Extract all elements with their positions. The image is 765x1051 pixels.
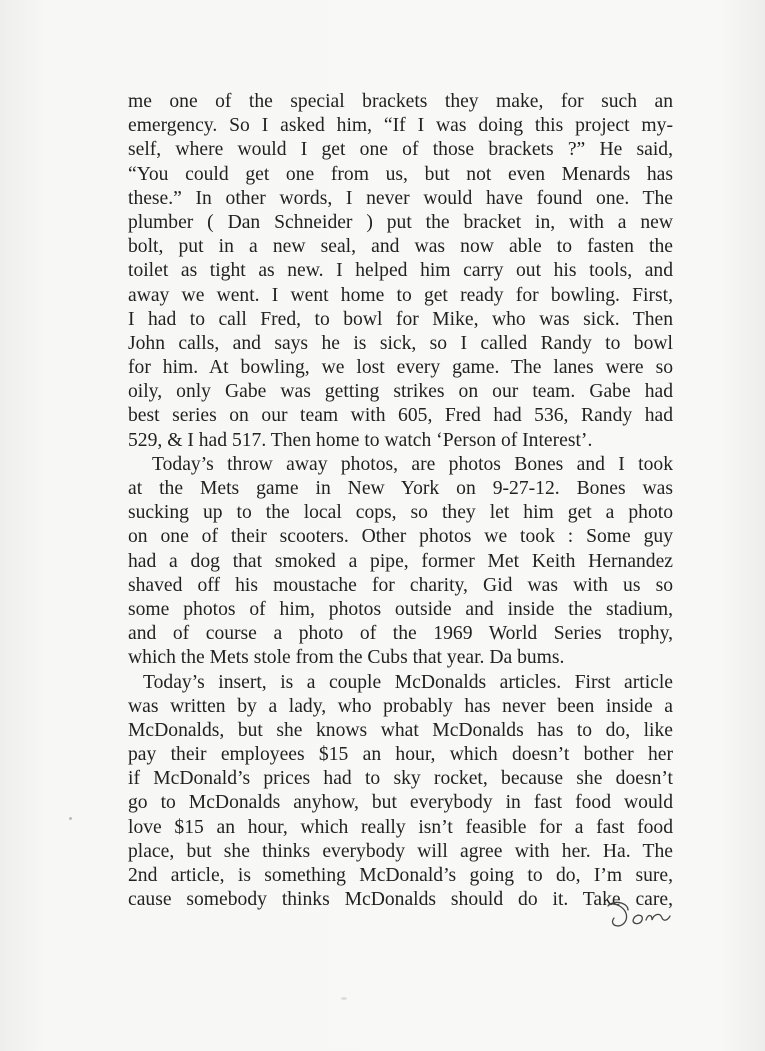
text-line: cause somebody thinks McDonalds should do it. Take care, xyxy=(128,889,673,911)
text-line: was written by a lady, who probably has never been inside a xyxy=(128,695,673,717)
text-line: toilet as tight as new. I helped him carry out his tools, and xyxy=(128,260,673,282)
text-line: pay their employees $15 an hour, which doesn’t bother her xyxy=(128,744,673,766)
text-line: these.” In other words, I never would have found one. The xyxy=(128,187,673,209)
text-line: bolt, put in a new seal, and was now able to fasten the xyxy=(128,236,673,258)
text-line: go to McDonalds anyhow, but everybody in fast food would xyxy=(128,792,673,814)
text-line: oily, only Gabe was getting strikes on our team. Gabe had xyxy=(128,381,673,403)
text-line: away we went. I went home to get ready for bowling. First, xyxy=(128,284,673,306)
text-line: love $15 an hour, which really isn’t feasible for a fast food xyxy=(128,816,673,838)
text-line: plumber ( Dan Schneider ) put the bracket in, with a new xyxy=(128,211,673,233)
text-line: sucking up to the local cops, so they let him get a photo xyxy=(128,502,673,524)
text-line: 529, & I had 517. Then home to watch ‘Person of Interest’. xyxy=(128,429,593,451)
text-line: me one of the special brackets they make, for such an xyxy=(128,91,673,112)
text-line: best series on our team with 605, Fred had 536, Randy had xyxy=(128,405,673,427)
text-line: if McDonald’s prices had to sky rocket, because she doesn’t xyxy=(128,768,673,790)
text-line: place, but she thinks everybody will agree with her. Ha. The xyxy=(128,840,673,862)
text-line: “You could get one from us, but not even Menards has xyxy=(128,163,673,185)
text-line: John calls, and says he is sick, so I called Randy to bowl xyxy=(128,332,673,354)
text-line: Today’s insert, is a couple McDonalds articles. First article xyxy=(143,671,673,693)
letter-body xyxy=(128,90,673,912)
scan-speck xyxy=(69,817,72,820)
handwritten-signature xyxy=(604,896,674,932)
text-line: I had to call Fred, to bowl for Mike, who was sick. Then xyxy=(128,308,673,330)
text-line: shaved off his moustache for charity, Gid was with us so xyxy=(128,574,673,596)
text-line: McDonalds, but she knows what McDonalds has to do, like xyxy=(128,719,673,741)
text-line: which the Mets stole from the Cubs that year. Da bums. xyxy=(128,647,565,669)
text-line: some photos of him, photos outside and inside the stadium, xyxy=(128,598,673,620)
scan-speck xyxy=(341,997,347,1000)
text-line: and of course a photo of the 1969 World Series trophy, xyxy=(128,623,673,645)
text-line: emergency. So I asked him, “If I was doing this project my- xyxy=(128,115,673,137)
text-line: for him. At bowling, we lost every game. The lanes were so xyxy=(128,357,673,379)
text-line: Today’s throw away photos, are photos Bones and I took xyxy=(152,453,673,475)
text-line: 2nd article, is something McDonald’s going to do, I’m sure, xyxy=(128,865,673,886)
text-line: at the Mets game in New York on 9-27-12. Bones was xyxy=(128,478,673,499)
text-line: self, where would I get one of those brackets ?” He said, xyxy=(128,139,673,161)
text-line: on one of their scooters. Other photos we took : Some guy xyxy=(128,526,673,548)
text-line: had a dog that smoked a pipe, former Met Keith Hernandez xyxy=(128,550,673,572)
